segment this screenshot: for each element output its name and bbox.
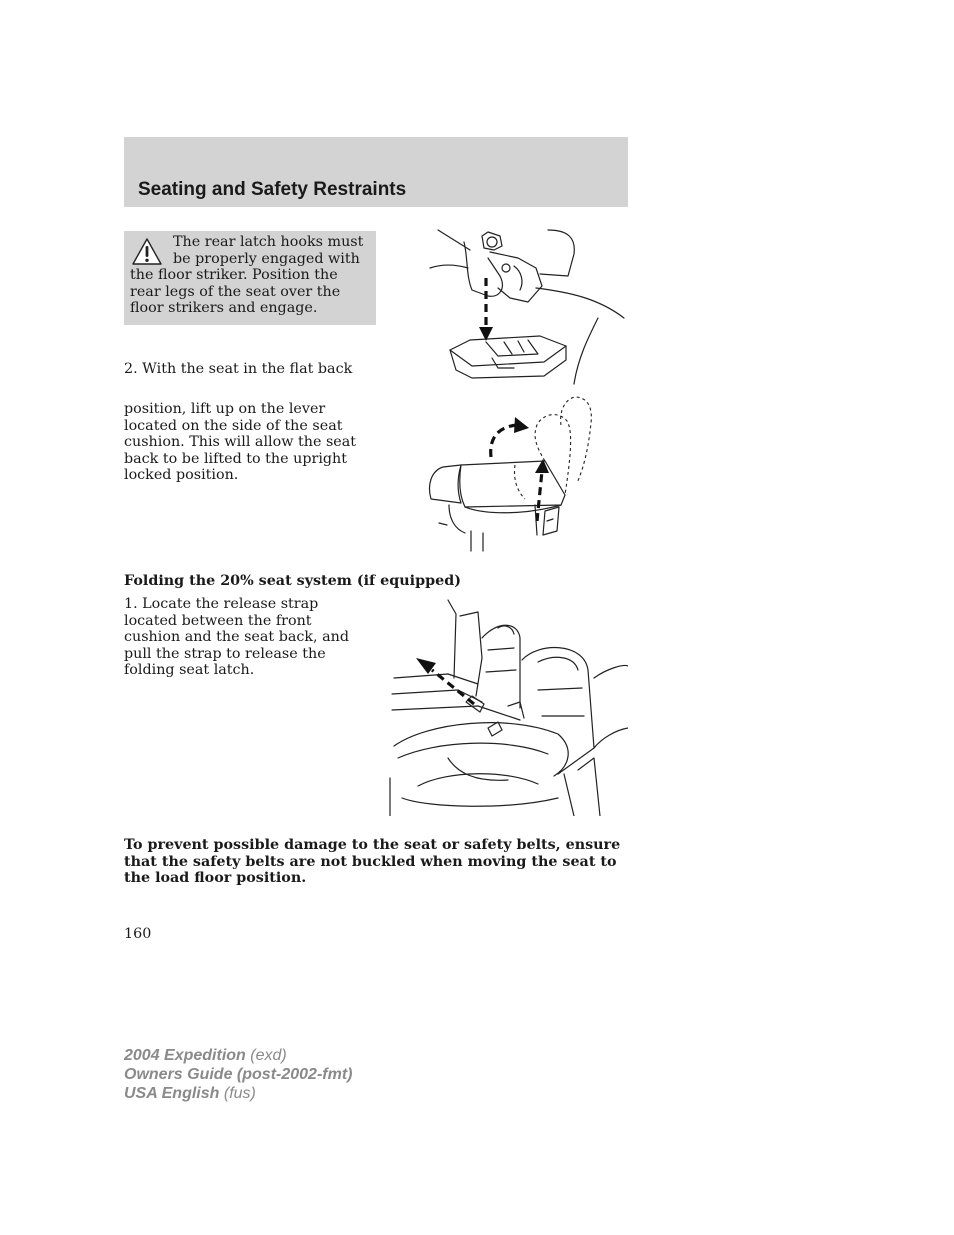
section-header-band [124, 137, 628, 207]
document-footer [124, 1046, 352, 1103]
footer-line-1: 2004 Expedition (exd) [124, 1047, 287, 1064]
release-strap-illustration [388, 598, 628, 816]
warning-box [124, 231, 376, 325]
page-number: 160 [124, 926, 152, 942]
step-2-text-part1: 2. With the seat in the flat back [124, 361, 353, 377]
footer-line-2: Owners Guide (post-2002-fmt) [124, 1066, 353, 1083]
warning-text: The rear latch hooks must be properly engaged with the floor striker. Position the rear legs of the seat over the floor strikers and engage. [130, 234, 364, 316]
caution-text: To prevent possible damage to the seat or safety belts, ensure that the safety belts are not buckled when moving the seat to the load floor position. [124, 837, 621, 886]
section-heading: Folding the 20% seat system (if equipped) [124, 573, 461, 589]
latch-hook-illustration [428, 228, 628, 386]
footer-line-3: USA English (fus) [124, 1085, 256, 1102]
seat-back-lift-illustration [425, 395, 600, 555]
step-1-text: 1. Locate the release strap located between the front cushion and the seat back, and pull the strap to release the folding seat latch. [124, 596, 350, 678]
step-2-text-part2: position, lift up on the lever located on the side of the seat cushion. This will allow the seat back to be lifted to the upright locked position. [124, 401, 357, 483]
section-title: Seating and Safety Restraints [138, 179, 407, 200]
